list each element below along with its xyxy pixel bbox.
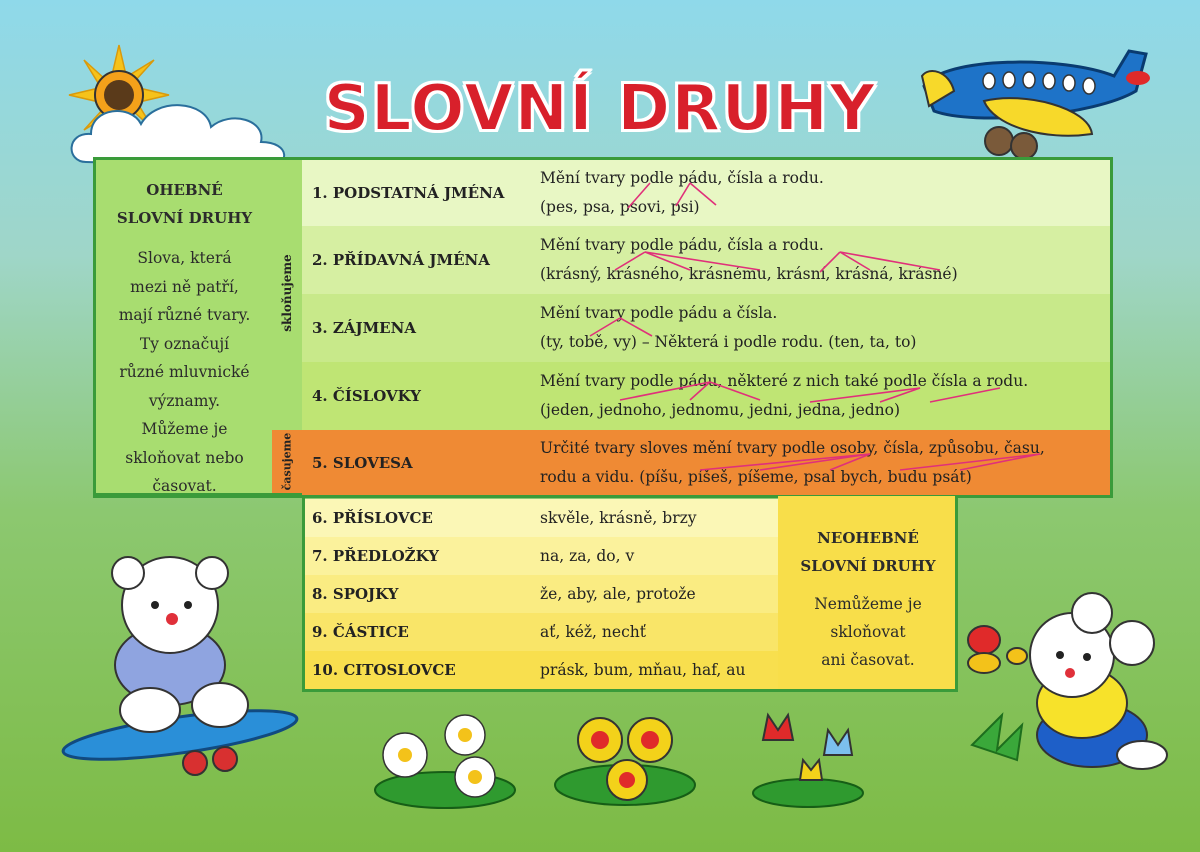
page-title: SLOVNÍ DRUHY (323, 72, 877, 146)
left-text-line: Můžeme je (141, 420, 228, 438)
left-panel-text (96, 244, 273, 501)
side-label-conjugation: časujeme (280, 432, 294, 491)
left-text-line: Slova, která (137, 249, 232, 267)
word-class-name: 5. SLOVESA (312, 454, 413, 472)
word-class-name: 8. SPOJKY (312, 585, 399, 603)
left-heading-line2: SLOVNÍ DRUHY (116, 209, 253, 227)
yellow-flowers (545, 705, 705, 815)
right-panel-uninflected (778, 496, 958, 692)
word-class-description (540, 299, 916, 357)
description-line: Mění tvary podle pádu a čísla. (540, 304, 778, 322)
word-class-examples: skvěle, krásně, brzy (540, 509, 697, 527)
left-text-line: mezi ně patří, (130, 277, 239, 296)
word-class-name: 3. ZÁJMENA (312, 319, 416, 337)
description-examples: (jeden, jednoho, jednomu, jedni, jedna, jedno) (540, 401, 901, 419)
right-text-line: skloňovat (830, 623, 906, 641)
word-class-name: 7. PŘEDLOŽKY (312, 547, 439, 565)
description-line: Určité tvary sloves mění tvary podle osoby, čísla, způsobu, času, (540, 439, 1045, 457)
left-text-line: časovat. (152, 477, 217, 495)
description-line: Mění tvary podle pádu, čísla a rodu. (540, 169, 824, 187)
word-class-examples: na, za, do, v (540, 547, 635, 565)
word-class-examples: že, aby, ale, protože (540, 585, 696, 603)
word-class-name: 2. PŘÍDAVNÁ JMÉNA (312, 251, 490, 269)
table-row (302, 294, 1112, 362)
right-text-line: ani časovat. (821, 651, 915, 669)
table-row (302, 362, 1112, 430)
side-label-declension-box (272, 157, 302, 430)
right-heading-line2: SLOVNÍ DRUHY (800, 557, 936, 575)
bear-skateboard-illustration (60, 535, 305, 780)
description-examples: (krásný, krásného, krásnému, krásní, krásná, krásné) (540, 265, 958, 283)
word-class-description (540, 164, 824, 222)
table-row (302, 430, 1112, 496)
word-class-description (540, 231, 958, 289)
side-label-conjugation-box (272, 430, 302, 496)
airplane-icon (914, 46, 1154, 170)
word-class-description (540, 434, 1045, 492)
table-row (302, 613, 778, 651)
description-line: Mění tvary podle pádu, čísla a rodu. (540, 236, 824, 254)
word-class-name: 10. CITOSLOVCE (312, 661, 456, 679)
mouse-illustration (962, 585, 1182, 780)
left-heading-line1: OHEBNÉ (146, 181, 223, 199)
word-class-description (540, 367, 1028, 425)
left-text-line: Ty označují (139, 334, 230, 353)
word-class-name: 1. PODSTATNÁ JMÉNA (312, 184, 505, 202)
word-class-name: 6. PŘÍSLOVCE (312, 509, 433, 527)
table-row (302, 160, 1112, 226)
table-row (302, 575, 778, 613)
word-class-name: 4. ČÍSLOVKY (312, 387, 421, 405)
daisy-flowers (365, 705, 525, 815)
table-row (302, 537, 778, 575)
right-heading-line1: NEOHEBNÉ (817, 529, 919, 547)
word-class-examples: prásk, bum, mňau, haf, au (540, 661, 746, 679)
description-line: Mění tvary podle pádu, některé z nich také podle čísla a rodu. (540, 372, 1029, 390)
table-row (302, 499, 778, 537)
word-class-examples: ať, kéž, nechť (540, 623, 646, 641)
left-text-line: skloňovat nebo (125, 448, 244, 467)
word-class-name: 9. ČÁSTICE (312, 623, 409, 641)
description-examples: (pes, psa, psovi, psi) (540, 198, 700, 216)
table-row (302, 651, 778, 689)
left-text-line: významy. (148, 391, 221, 410)
left-panel-inflected (93, 157, 273, 496)
right-panel-text (778, 590, 958, 674)
left-text-line: mají různé tvary. (118, 306, 251, 324)
right-panel-heading (778, 524, 958, 580)
side-label-declension: skloňujeme (280, 254, 294, 332)
description-examples: rodu a vidu. (píšu, píšeš, píšeme, psal bych, budu psát) (540, 468, 972, 486)
table-row (302, 226, 1112, 294)
left-text-line: různé mluvnické (119, 363, 250, 381)
description-examples: (ty, tobě, vy) – Některá i podle rodu. (ten, ta, to) (540, 333, 917, 351)
left-panel-heading (96, 176, 273, 232)
right-text-line: Nemůžeme je (814, 595, 922, 613)
tulip-flowers (748, 705, 878, 815)
